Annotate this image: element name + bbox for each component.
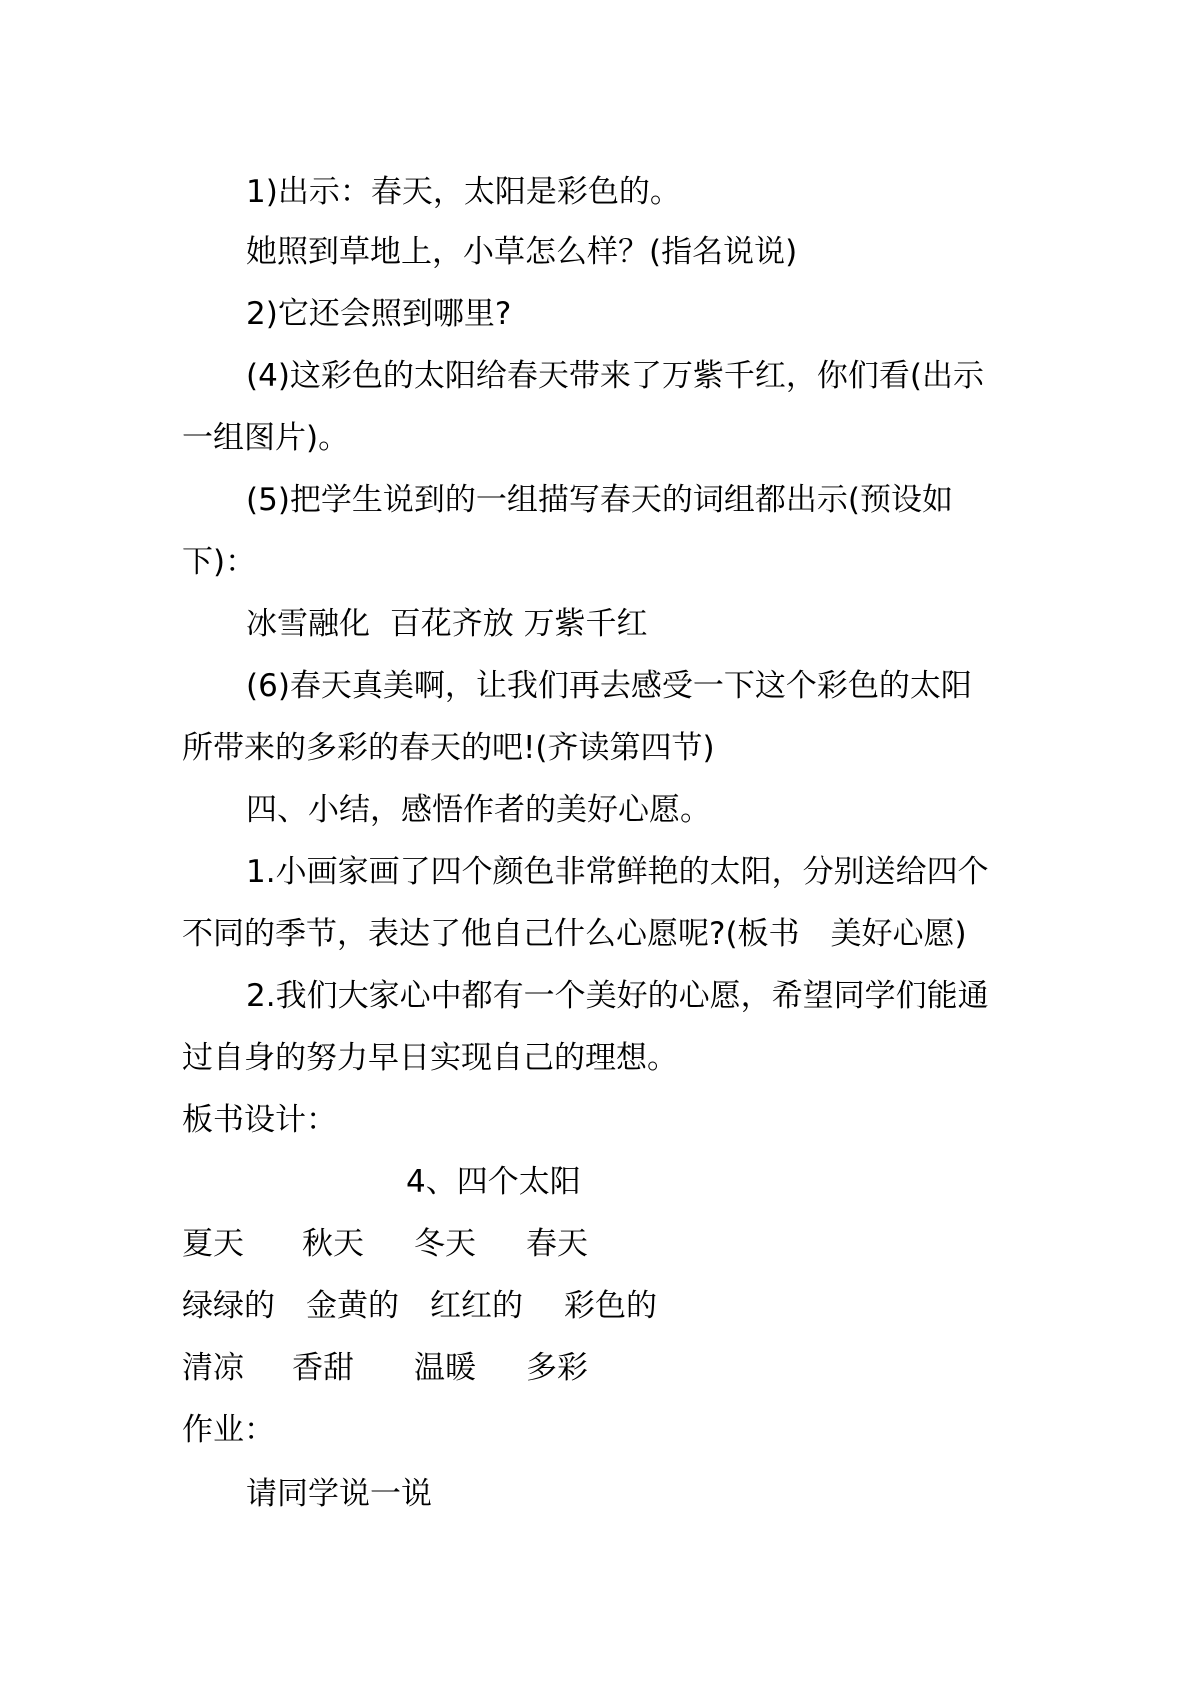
board-feeling: 香甜	[292, 1350, 354, 1386]
paragraph-9-line-2: 不同的季节，表达了他自己什么心愿呢?(板书 美好心愿)	[182, 916, 967, 952]
board-season: 秋天	[302, 1226, 364, 1262]
paragraph-9-line-1: 1.小画家画了四个颜色非常鲜艳的太阳，分别送给四个	[246, 854, 989, 890]
board-row-feelings	[182, 1348, 602, 1388]
board-color: 红红的	[430, 1288, 523, 1324]
paragraph-10-line-1: 2.我们大家心中都有一个美好的心愿，希望同学们能通	[246, 978, 989, 1014]
board-feeling: 清凉	[182, 1350, 244, 1386]
paragraph-5-line-1: (5)把学生说到的一组描写春天的词组都出示(预设如	[246, 482, 954, 518]
paragraph-2: 她照到草地上，小草怎么样？(指名说说)	[246, 234, 798, 270]
summary-heading: 四、小结，感悟作者的美好心愿。	[246, 792, 711, 828]
board-row-seasons	[182, 1224, 602, 1264]
homework-label: 作业：	[182, 1412, 275, 1448]
paragraph-7-line-1: (6)春天真美啊，让我们再去感受一下这个彩色的太阳	[246, 668, 972, 704]
paragraph-4-line-2: 一组图片)。	[182, 420, 350, 456]
paragraph-10-line-2: 过自身的努力早日实现自己的理想。	[182, 1040, 678, 1076]
board-season: 春天	[526, 1226, 588, 1262]
board-color: 绿绿的	[182, 1288, 275, 1324]
board-title: 4、四个太阳	[406, 1164, 581, 1200]
board-season: 夏天	[182, 1226, 244, 1262]
board-design-label: 板书设计：	[182, 1102, 337, 1138]
board-season: 冬天	[414, 1226, 476, 1262]
paragraph-6: 冰雪融化 百花齐放 万紫千红	[246, 606, 648, 642]
paragraph-3: 2)它还会照到哪里?	[246, 296, 512, 332]
board-color: 彩色的	[564, 1288, 657, 1324]
paragraph-7-line-2: 所带来的多彩的春天的吧!(齐读第四节)	[182, 730, 715, 766]
board-feeling: 温暖	[414, 1350, 476, 1386]
board-feeling: 多彩	[526, 1350, 588, 1386]
board-color: 金黄的	[306, 1288, 399, 1324]
board-row-colors	[182, 1286, 662, 1326]
paragraph-4-line-1: (4)这彩色的太阳给春天带来了万紫千红，你们看(出示	[246, 358, 985, 394]
paragraph-1: 1)出示：春天，太阳是彩色的。	[246, 174, 681, 210]
homework-task: 请同学说一说	[246, 1476, 432, 1512]
paragraph-5-line-2: 下)：	[182, 544, 257, 580]
